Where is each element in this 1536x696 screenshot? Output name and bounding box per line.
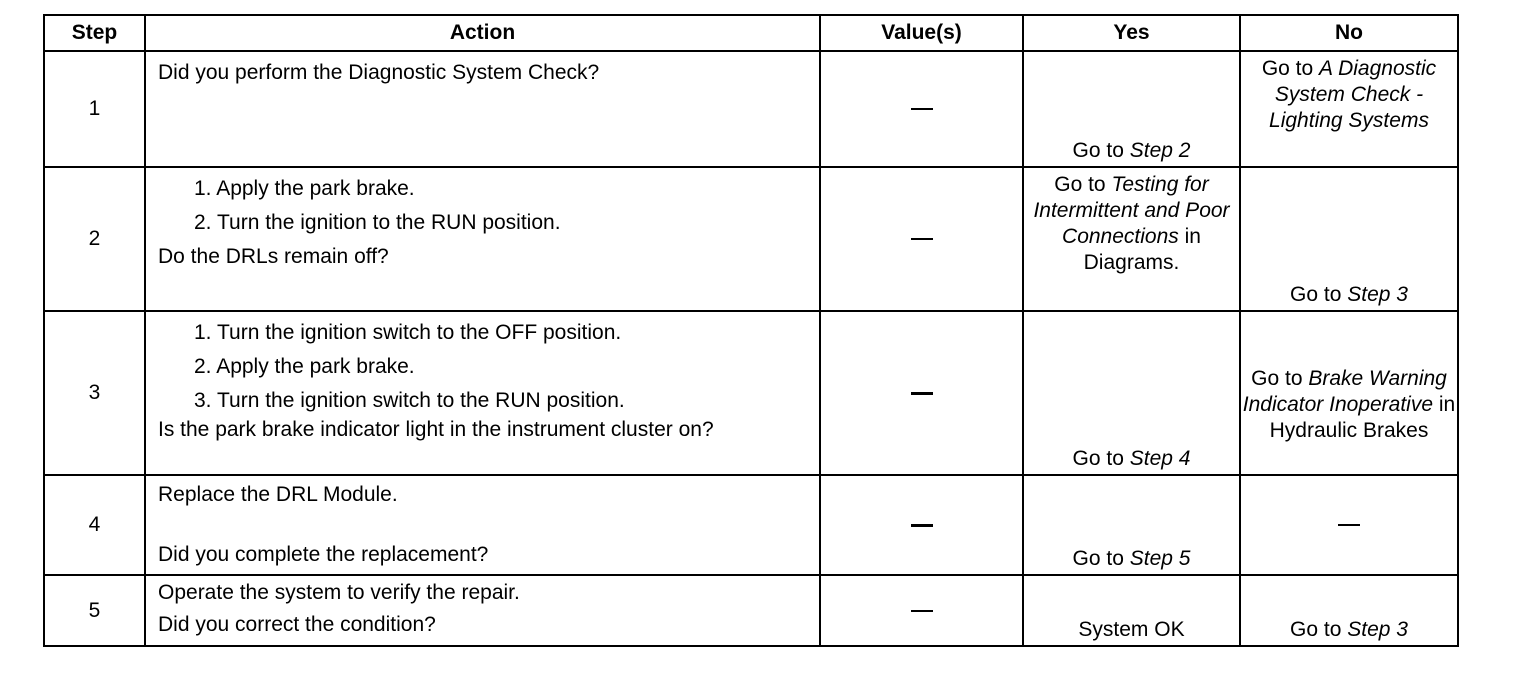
yes-cell: Go to Step 2 (1023, 51, 1240, 167)
value-dash (911, 610, 933, 612)
no-link[interactable]: Brake Warning Indicator Inoperative (1242, 367, 1447, 416)
table-row (44, 575, 1458, 646)
value-cell (820, 167, 1023, 311)
no-cell: Go to Step 3 (1240, 575, 1458, 646)
action-item: 2. Turn the ignition to the RUN position. (194, 211, 561, 234)
table-row (44, 311, 1458, 475)
header-step: Step (44, 15, 145, 51)
yes-link[interactable]: Step 5 (1129, 547, 1191, 570)
yes-cell (1023, 575, 1240, 646)
value-cell (820, 475, 1023, 575)
no-cell: Go to Brake Warning Indicator Inoperative in Hydraulic Brakes (1240, 311, 1458, 475)
action-question: Did you correct the condition? (158, 613, 436, 636)
value-cell (820, 311, 1023, 475)
header-action: Action (145, 15, 820, 51)
action-text: Did you perform the Diagnostic System Check? (158, 61, 600, 84)
yes-link[interactable]: Testing for Intermittent and Poor Connections (1033, 173, 1230, 248)
step-number: 5 (44, 575, 145, 646)
action-item: 3. Turn the ignition switch to the RUN position. (194, 389, 625, 412)
yes-link[interactable]: Step 2 (1129, 139, 1191, 162)
table-row (44, 167, 1458, 311)
no-cell (1240, 475, 1458, 575)
diagnostic-table (43, 14, 1459, 647)
value-cell (820, 575, 1023, 646)
no-link[interactable]: Step 3 (1347, 283, 1408, 306)
no-cell: Go to Step 3 (1240, 167, 1458, 311)
no-cell: Go to A Diagnostic System Check - Lighting Systems (1240, 51, 1458, 167)
step-number: 2 (44, 167, 145, 311)
header-values: Value(s) (820, 15, 1023, 51)
no-dash (1338, 524, 1360, 526)
step-number: 3 (44, 311, 145, 475)
system-ok-text: System OK (1078, 618, 1185, 641)
header-yes: Yes (1023, 15, 1240, 51)
yes-cell: Go to Step 4 (1023, 311, 1240, 475)
value-dash (911, 392, 933, 395)
yes-link[interactable]: Step 4 (1129, 447, 1191, 470)
action-item: 1. Apply the park brake. (194, 177, 415, 200)
value-cell (820, 51, 1023, 167)
yes-cell: Go to Step 5 (1023, 475, 1240, 575)
action-question: Did you complete the replacement? (158, 543, 489, 566)
action-text: Replace the DRL Module. (158, 483, 398, 506)
header-row (44, 15, 1458, 51)
action-item: 1. Turn the ignition switch to the OFF position. (194, 321, 622, 344)
step-number: 4 (44, 475, 145, 575)
yes-cell: Go to Testing for Intermittent and Poor Connections in Diagrams. (1023, 167, 1240, 311)
action-cell (145, 51, 820, 167)
table-row (44, 51, 1458, 167)
value-dash (911, 108, 933, 110)
no-link[interactable]: Step 3 (1347, 618, 1408, 641)
no-link[interactable]: A Diagnostic System Check - Lighting Systems (1269, 57, 1437, 132)
step-number: 1 (44, 51, 145, 167)
action-cell (145, 575, 820, 646)
action-cell (145, 311, 820, 475)
value-dash (911, 238, 933, 240)
header-no: No (1240, 15, 1458, 51)
table-row (44, 475, 1458, 575)
action-cell (145, 475, 820, 575)
action-question: Is the park brake indicator light in the instrument cluster on? (158, 418, 714, 441)
action-item: 2. Apply the park brake. (194, 355, 415, 378)
value-dash (911, 524, 933, 527)
action-question: Do the DRLs remain off? (158, 245, 389, 268)
action-cell (145, 167, 820, 311)
action-text: Operate the system to verify the repair. (158, 581, 520, 604)
